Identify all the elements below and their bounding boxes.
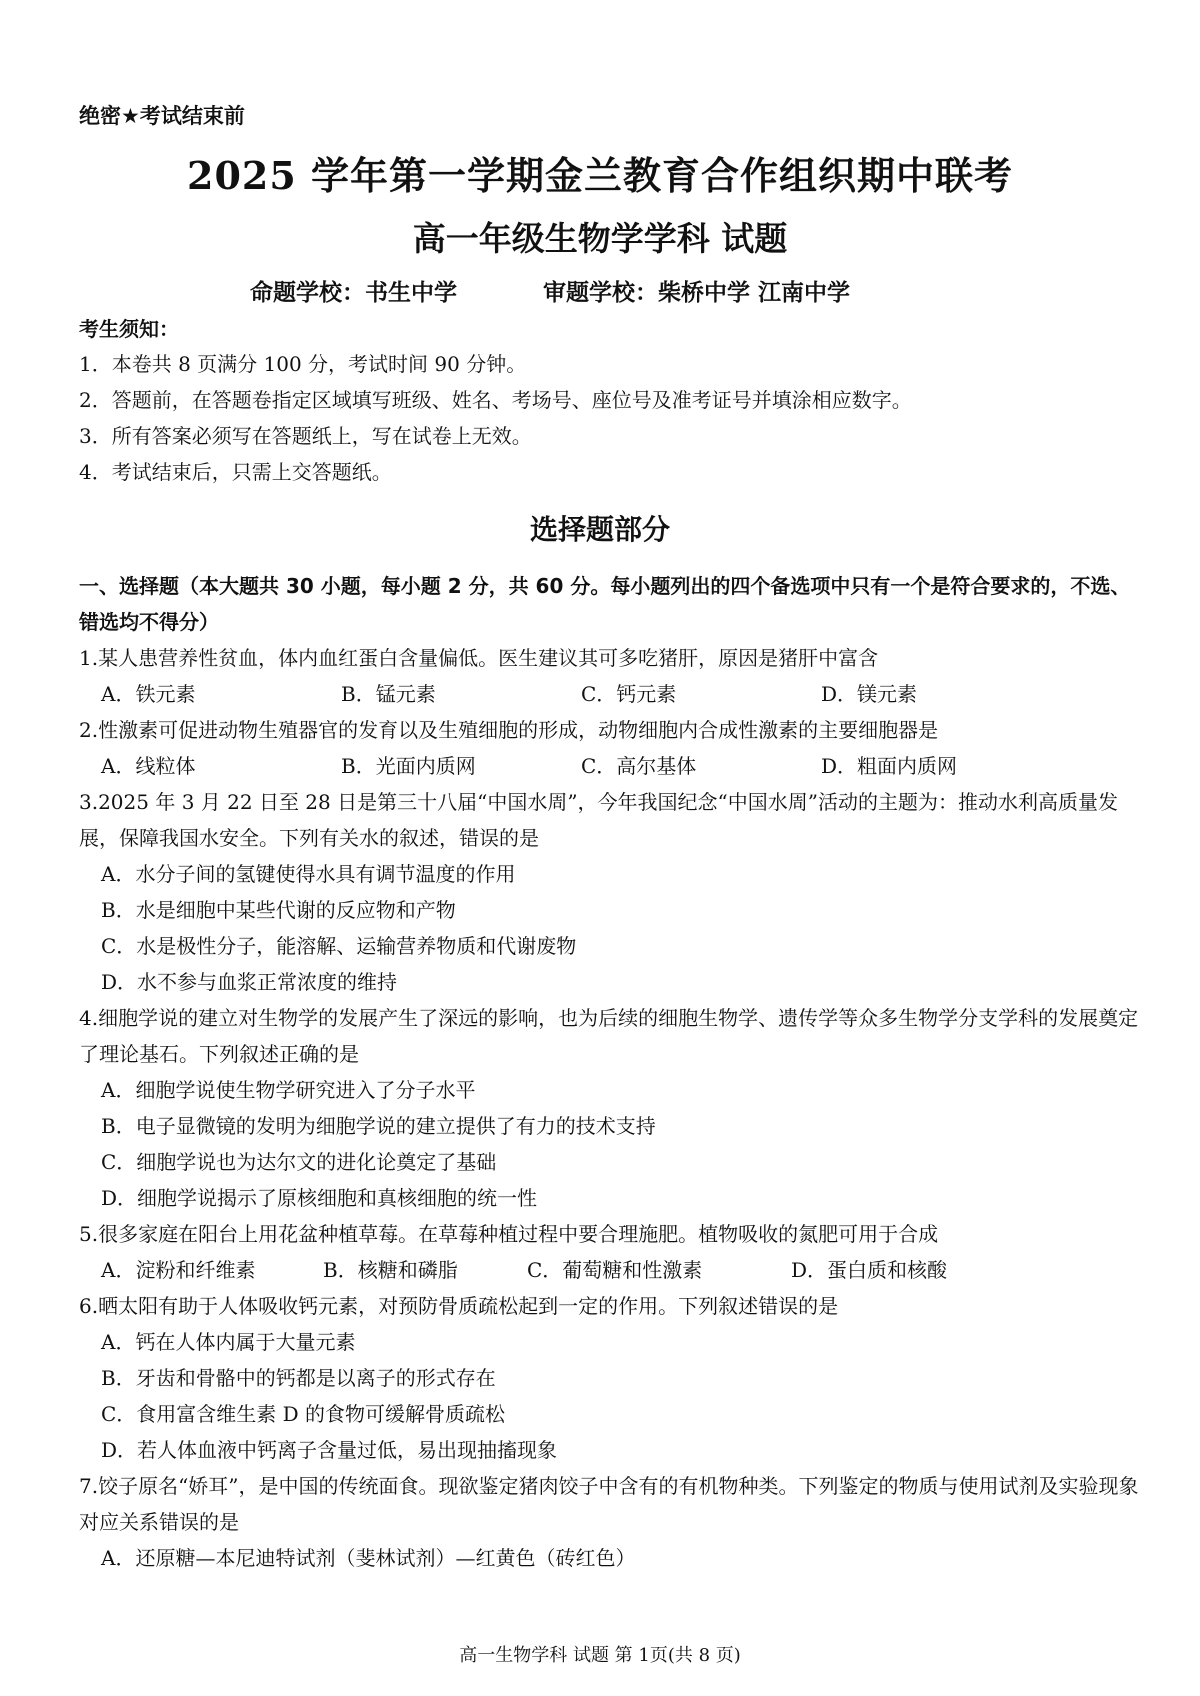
- option-d: D．水不参与血浆正常浓度的维持: [101, 970, 398, 994]
- option-c: C．钙元素: [581, 682, 677, 706]
- option-a: A．细胞学说使生物学研究进入了分子水平: [101, 1078, 476, 1102]
- question-stem: 5.很多家庭在阳台上用花盆种植草莓。在草莓种植过程中要合理施肥。植物吸收的氮肥可用于合成: [79, 1222, 939, 1246]
- question-7: [79, 1468, 1144, 1576]
- option-c: C．细胞学说也为达尔文的进化论奠定了基础: [101, 1150, 497, 1174]
- author-school: 命题学校：书生中学: [250, 280, 457, 306]
- question-4: [79, 1000, 1144, 1216]
- option-b: B．电子显微镜的发明为细胞学说的建立提供了有力的技术支持: [101, 1114, 656, 1138]
- question-3: [79, 784, 1144, 1000]
- option-c: C．食用富含维生素 D 的食物可缓解骨质疏松: [101, 1402, 506, 1426]
- school-info: [250, 274, 850, 307]
- option-a: A．钙在人体内属于大量元素: [101, 1330, 356, 1354]
- question-5: [79, 1216, 1144, 1288]
- question-1: [79, 640, 1144, 712]
- question-6: [79, 1288, 1144, 1468]
- question-stem: 2.性激素可促进动物生殖器官的发育以及生殖细胞的形成，动物细胞内合成性激素的主要细胞器是: [79, 718, 939, 742]
- question-stem: 4.细胞学说的建立对生物学的发展产生了深远的影响，也为后续的细胞生物学、遗传学等众多生物学分支学科的发展奠定了理论基石。下列叙述正确的是: [79, 1006, 1139, 1066]
- page-footer: 高一生物学科 试题 第 1页(共 8 页): [459, 1645, 741, 1666]
- question-stem: 3.2025 年 3 月 22 日至 28 日是第三十八届“中国水周”，今年我国纪念“中国水周”活动的主题为：推动水利高质量发展，保障我国水安全。下列有关水的叙述，错误的是: [79, 790, 1119, 850]
- option-a: A．线粒体: [101, 754, 196, 778]
- confidential-label: 绝密★考试结束前: [79, 104, 245, 128]
- notice-heading: 考生须知：: [79, 317, 179, 341]
- option-b: B．光面内质网: [341, 754, 476, 778]
- option-a: A．淀粉和纤维素: [101, 1258, 256, 1282]
- option-d: D．细胞学说揭示了原核细胞和真核细胞的统一性: [101, 1186, 538, 1210]
- option-d: D．蛋白质和核酸: [791, 1258, 948, 1282]
- option-d: D．粗面内质网: [821, 754, 958, 778]
- question-stem: 7.饺子原名“娇耳”，是中国的传统面食。现欲鉴定猪肉饺子中含有的有机物种类。下列鉴定的物质与使用试剂及实验现象对应关系错误的是: [79, 1474, 1139, 1534]
- option-c: C．高尔基体: [581, 754, 697, 778]
- question-stem: 6.晒太阳有助于人体吸收钙元素，对预防骨质疏松起到一定的作用。下列叙述错误的是: [79, 1294, 839, 1318]
- review-school: 审题学校：柴桥中学 江南中学: [543, 280, 851, 306]
- option-row: [79, 748, 1144, 784]
- option-a: A．还原糖—本尼迪特试剂（斐林试剂）—红黄色（砖红色）: [101, 1546, 636, 1570]
- option-row: [79, 1252, 1144, 1288]
- question-stem: 1.某人患营养性贫血，体内血红蛋白含量偏低。医生建议其可多吃猪肝，原因是猪肝中富含: [79, 646, 879, 670]
- option-c: C．葡萄糖和性激素: [527, 1258, 703, 1282]
- notice-list: [79, 346, 912, 490]
- notice-item: 1．本卷共 8 页满分 100 分，考试时间 90 分钟。: [79, 352, 527, 376]
- option-b: B．锰元素: [341, 682, 436, 706]
- section-heading: 选择题部分: [529, 513, 670, 546]
- notice-item: 2．答题前，在答题卷指定区域填写班级、姓名、考场号、座位号及准考证号并填涂相应数字。: [79, 388, 912, 412]
- notice-item: 3．所有答案必须写在答题纸上，写在试卷上无效。: [79, 424, 532, 448]
- option-d: D．镁元素: [821, 682, 918, 706]
- option-a: A．水分子间的氢键使得水具有调节温度的作用: [101, 862, 516, 886]
- notice-item: 4．考试结束后，只需上交答题纸。: [79, 460, 392, 484]
- option-c: C．水是极性分子，能溶解、运输营养物质和代谢废物: [101, 934, 577, 958]
- option-d: D．若人体血液中钙离子含量过低，易出现抽搐现象: [101, 1438, 558, 1462]
- section-instruction: 一、选择题（本大题共 30 小题，每小题 2 分，共 60 分。每小题列出的四个备选项中只有一个是符合要求的，不选、错选均不得分）: [79, 574, 1131, 634]
- option-b: B．核糖和磷脂: [323, 1258, 458, 1282]
- exam-title: 2025 学年第一学期金兰教育合作组织期中联考: [187, 153, 1013, 198]
- question-2: [79, 712, 1144, 784]
- exam-subtitle: 高一年级生物学学科 试题: [412, 219, 788, 258]
- option-a: A．铁元素: [101, 682, 196, 706]
- option-row: [79, 676, 1144, 712]
- option-b: B．水是细胞中某些代谢的反应物和产物: [101, 898, 456, 922]
- option-b: B．牙齿和骨骼中的钙都是以离子的形式存在: [101, 1366, 496, 1390]
- question-list: [79, 640, 1144, 1576]
